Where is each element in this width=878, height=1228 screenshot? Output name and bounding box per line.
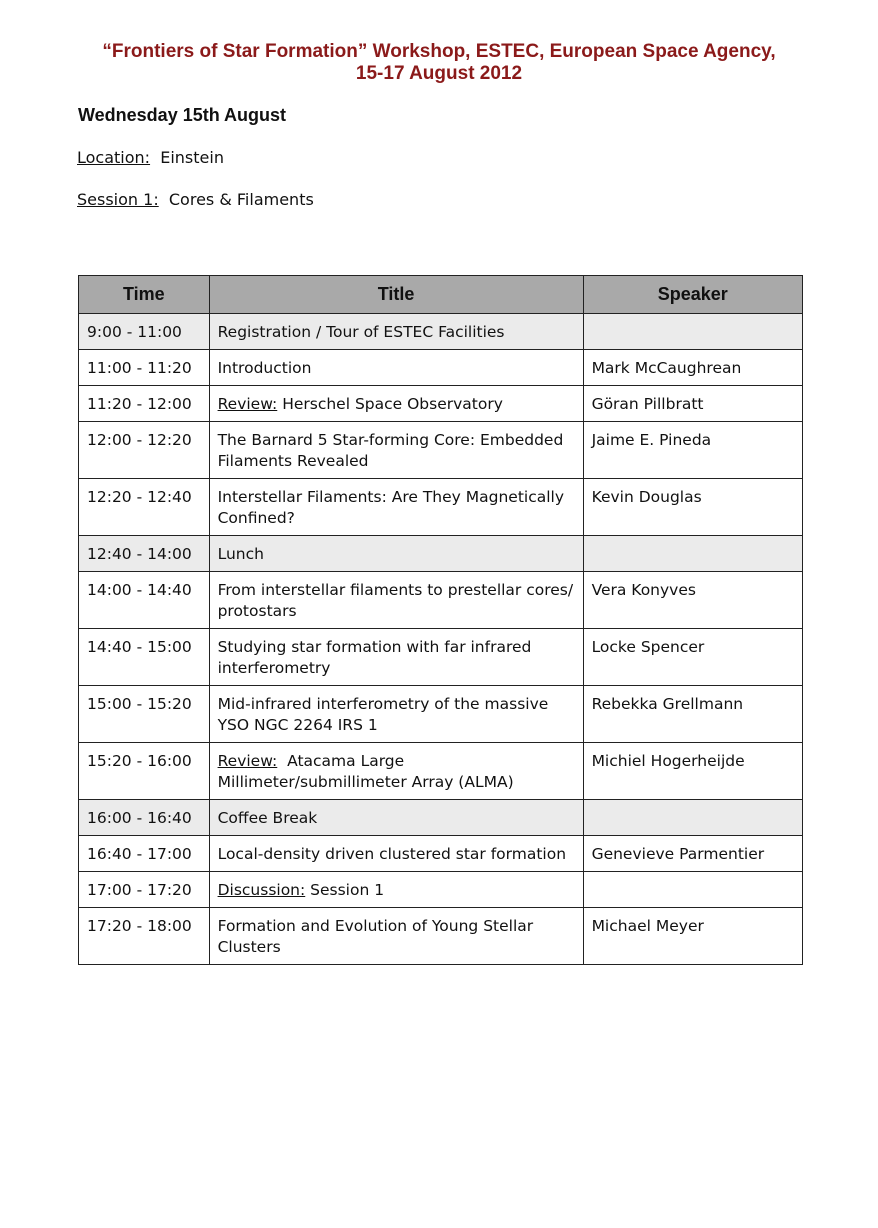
speaker-cell xyxy=(583,536,802,572)
page-title-line-2: 15-17 August 2012 xyxy=(355,63,523,84)
schedule-table xyxy=(78,275,803,965)
speaker-cell: Mark McCaughrean xyxy=(583,350,802,386)
talk-type-tag: Discussion: xyxy=(217,881,306,899)
talk-title: Registration / Tour of ESTEC Facilities xyxy=(217,323,505,341)
table-row xyxy=(79,422,803,479)
title-cell xyxy=(209,536,583,572)
speaker-cell: Rebekka Grellmann xyxy=(583,686,802,743)
session-line xyxy=(77,190,314,209)
time-cell: 12:20 - 12:40 xyxy=(79,479,210,536)
schedule-body xyxy=(79,314,803,965)
table-row xyxy=(79,479,803,536)
table-row xyxy=(79,314,803,350)
title-cell xyxy=(209,743,583,800)
speaker-cell: Michael Meyer xyxy=(583,908,802,965)
talk-title: Interstellar Filaments: Are They Magnetically Confined? xyxy=(217,488,569,527)
time-cell: 15:00 - 15:20 xyxy=(79,686,210,743)
location-label: Location: xyxy=(77,148,151,167)
page-title-line-1: “Frontiers of Star Formation” Workshop, ESTEC, European Space Agency, xyxy=(102,41,776,62)
table-row xyxy=(79,350,803,386)
time-cell: 12:40 - 14:00 xyxy=(79,536,210,572)
title-cell xyxy=(209,629,583,686)
title-cell xyxy=(209,350,583,386)
table-row xyxy=(79,836,803,872)
title-cell xyxy=(209,572,583,629)
column-header-time: Time xyxy=(79,276,210,314)
title-cell xyxy=(209,314,583,350)
time-cell: 15:20 - 16:00 xyxy=(79,743,210,800)
time-cell: 16:40 - 17:00 xyxy=(79,836,210,872)
session-value: Cores & Filaments xyxy=(168,190,314,209)
speaker-cell: Göran Pillbratt xyxy=(583,386,802,422)
title-cell xyxy=(209,872,583,908)
talk-title: Studying star formation with far infrared interferometry xyxy=(217,638,537,677)
speaker-cell: Locke Spencer xyxy=(583,629,802,686)
talk-type-tag: Review: xyxy=(217,395,278,413)
talk-title: Session 1 xyxy=(305,881,385,899)
column-header-speaker: Speaker xyxy=(583,276,802,314)
title-cell xyxy=(209,479,583,536)
talk-title: Herschel Space Observatory xyxy=(277,395,503,413)
table-row xyxy=(79,536,803,572)
talk-title: Mid-infrared interferometry of the massive YSO NGC 2264 IRS 1 xyxy=(217,695,554,734)
title-cell xyxy=(209,386,583,422)
table-row xyxy=(79,572,803,629)
talk-title: Local-density driven clustered star formation xyxy=(217,845,567,863)
speaker-cell: Kevin Douglas xyxy=(583,479,802,536)
time-cell: 11:20 - 12:00 xyxy=(79,386,210,422)
table-row xyxy=(79,872,803,908)
table-row xyxy=(79,800,803,836)
location-line xyxy=(77,148,224,167)
column-header-title: Title xyxy=(209,276,583,314)
time-cell: 17:20 - 18:00 xyxy=(79,908,210,965)
time-cell: 14:00 - 14:40 xyxy=(79,572,210,629)
talk-title: Lunch xyxy=(217,545,264,563)
talk-title: Introduction xyxy=(217,359,312,377)
page-title xyxy=(0,41,878,85)
time-cell: 12:00 - 12:20 xyxy=(79,422,210,479)
talk-title: From interstellar filaments to prestellar cores/ protostars xyxy=(217,581,579,620)
speaker-cell xyxy=(583,314,802,350)
talk-title: Formation and Evolution of Young Stellar Clusters xyxy=(217,917,539,956)
talk-title: Coffee Break xyxy=(217,809,318,827)
talk-title: The Barnard 5 Star-forming Core: Embedded Filaments Revealed xyxy=(217,431,569,470)
time-cell: 9:00 - 11:00 xyxy=(79,314,210,350)
session-label: Session 1: xyxy=(77,190,159,209)
talk-type-tag: Review: xyxy=(217,752,278,770)
speaker-cell: Vera Konyves xyxy=(583,572,802,629)
speaker-cell: Genevieve Parmentier xyxy=(583,836,802,872)
time-cell: 17:00 - 17:20 xyxy=(79,872,210,908)
table-row xyxy=(79,386,803,422)
speaker-cell: Jaime E. Pineda xyxy=(583,422,802,479)
title-cell xyxy=(209,800,583,836)
speaker-cell xyxy=(583,872,802,908)
table-row xyxy=(79,743,803,800)
time-cell: 14:40 - 15:00 xyxy=(79,629,210,686)
speaker-cell xyxy=(583,800,802,836)
location-value: Einstein xyxy=(160,148,224,167)
day-heading: Wednesday 15th August xyxy=(78,105,287,125)
title-cell xyxy=(209,836,583,872)
talk-title: Atacama Large Millimeter/submillimeter Array (ALMA) xyxy=(217,752,514,791)
speaker-cell: Michiel Hogerheijde xyxy=(583,743,802,800)
title-cell xyxy=(209,686,583,743)
table-row xyxy=(79,908,803,965)
table-row xyxy=(79,629,803,686)
title-cell xyxy=(209,908,583,965)
table-row xyxy=(79,686,803,743)
time-cell: 11:00 - 11:20 xyxy=(79,350,210,386)
title-cell xyxy=(209,422,583,479)
schedule-header-row xyxy=(79,276,803,314)
time-cell: 16:00 - 16:40 xyxy=(79,800,210,836)
